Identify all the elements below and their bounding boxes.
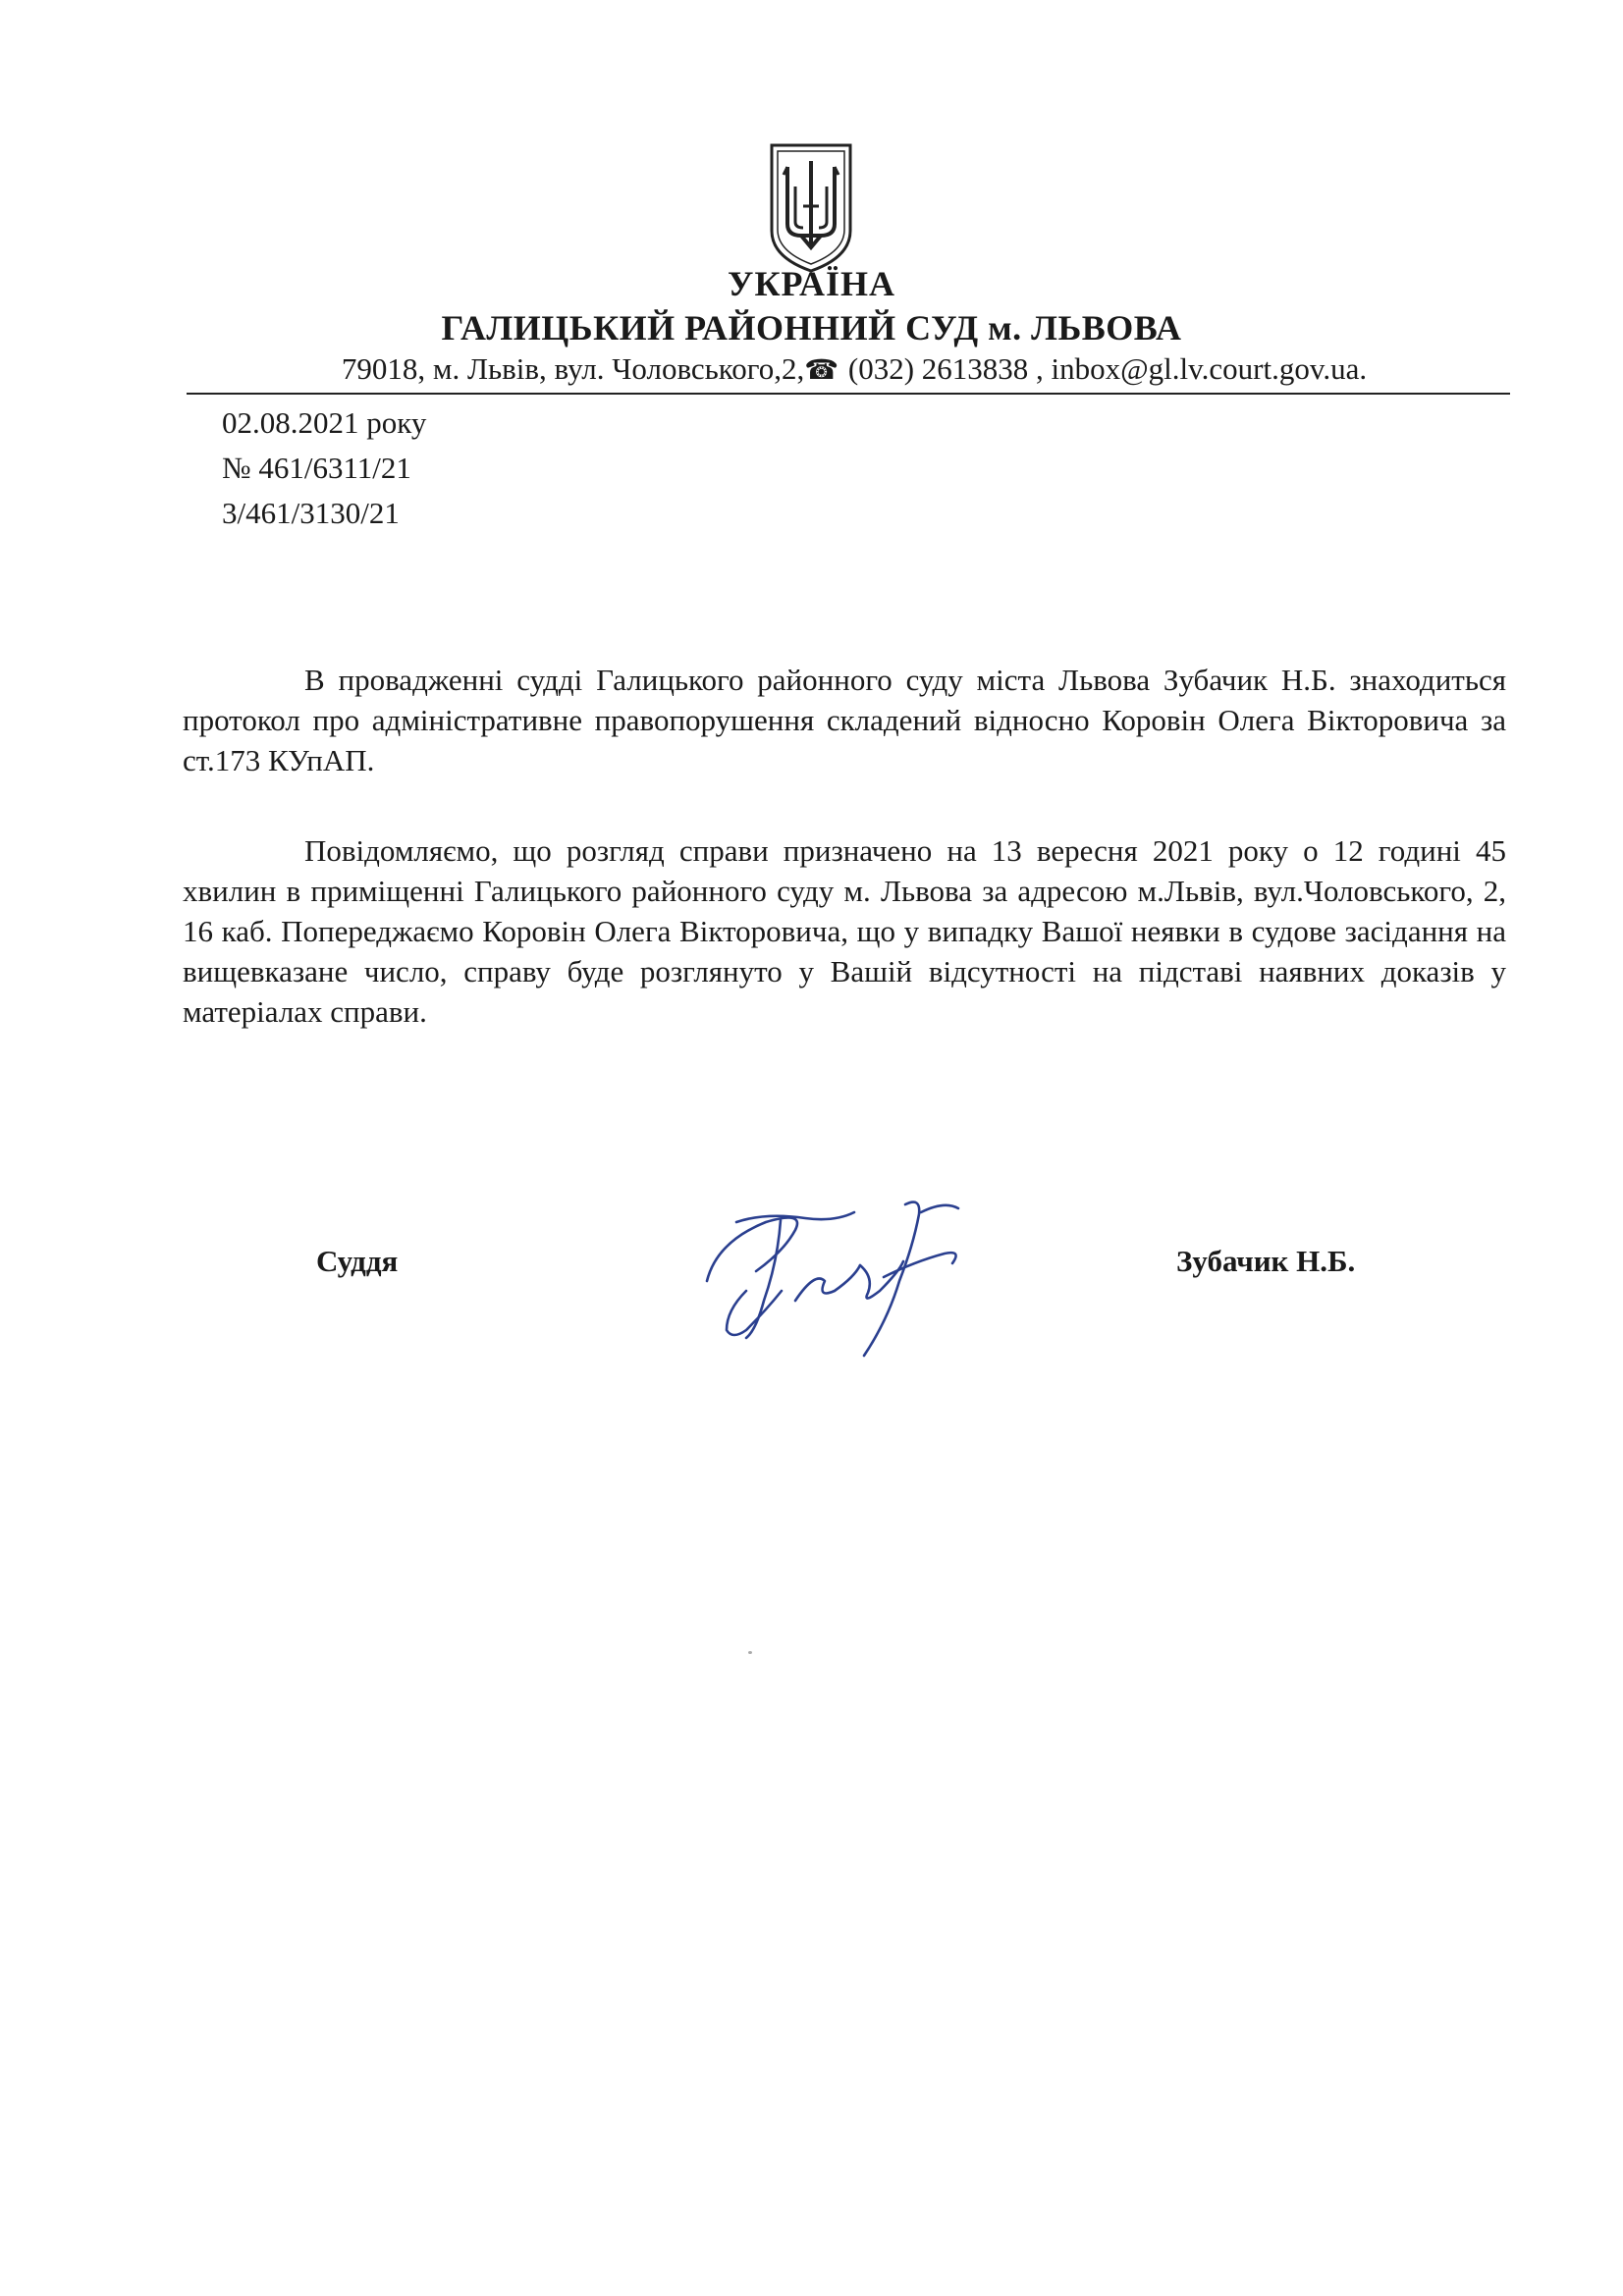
handwritten-signature [687, 1183, 1011, 1360]
country-heading: УКРАЇНА [728, 264, 895, 303]
trident-coat-of-arms-icon [762, 137, 860, 275]
scan-speck [748, 1651, 752, 1654]
signature-block [0, 1222, 1623, 1369]
letter-date: 02.08.2021 року [222, 405, 427, 440]
contact-text: (032) 2613838 , inbox@gl.lv.court.gov.ua. [840, 351, 1368, 386]
letter-meta [222, 400, 426, 536]
signatory-name: Зубачик Н.Б. [1176, 1244, 1356, 1278]
body-paragraph-2: Повідомляємо, що розгляд справи призначено на 13 вересня 2021 року о 12 годині 45 хвилин в приміщенні Галицького районного суду м. Львова за адресою м.Львів, вул.Чоловського, 2, 16 каб. Попереджаємо Коровін Олега Вікторовича, що у випадку Вашої неявки в судове засідання на вищевказане число, справу буде розглянуто у Вашій відсутності на підставі наявних доказів у матеріалах справи. [183, 833, 1506, 1029]
court-name-heading: ГАЛИЦЬКИЙ РАЙОННИЙ СУД м. ЛЬВОВА [441, 308, 1182, 347]
letter-number: № 461/6311/21 [222, 451, 411, 485]
case-number: 3/461/3130/21 [222, 496, 400, 530]
body-paragraph-1: В провадженні судді Галицького районного суду міста Львова Зубачик Н.Б. знаходиться протокол про адміністративне правопорушення складений відносно Коровін Олега Вікторовича за ст.173 КУпАП. [183, 663, 1506, 777]
address-text: 79018, м. Львів, вул. Чоловського,2, [341, 351, 805, 386]
signatory-title: Суддя [316, 1244, 399, 1278]
telephone-icon: ☎ [804, 355, 839, 386]
header-divider [187, 393, 1510, 395]
court-address-line [196, 351, 1512, 387]
